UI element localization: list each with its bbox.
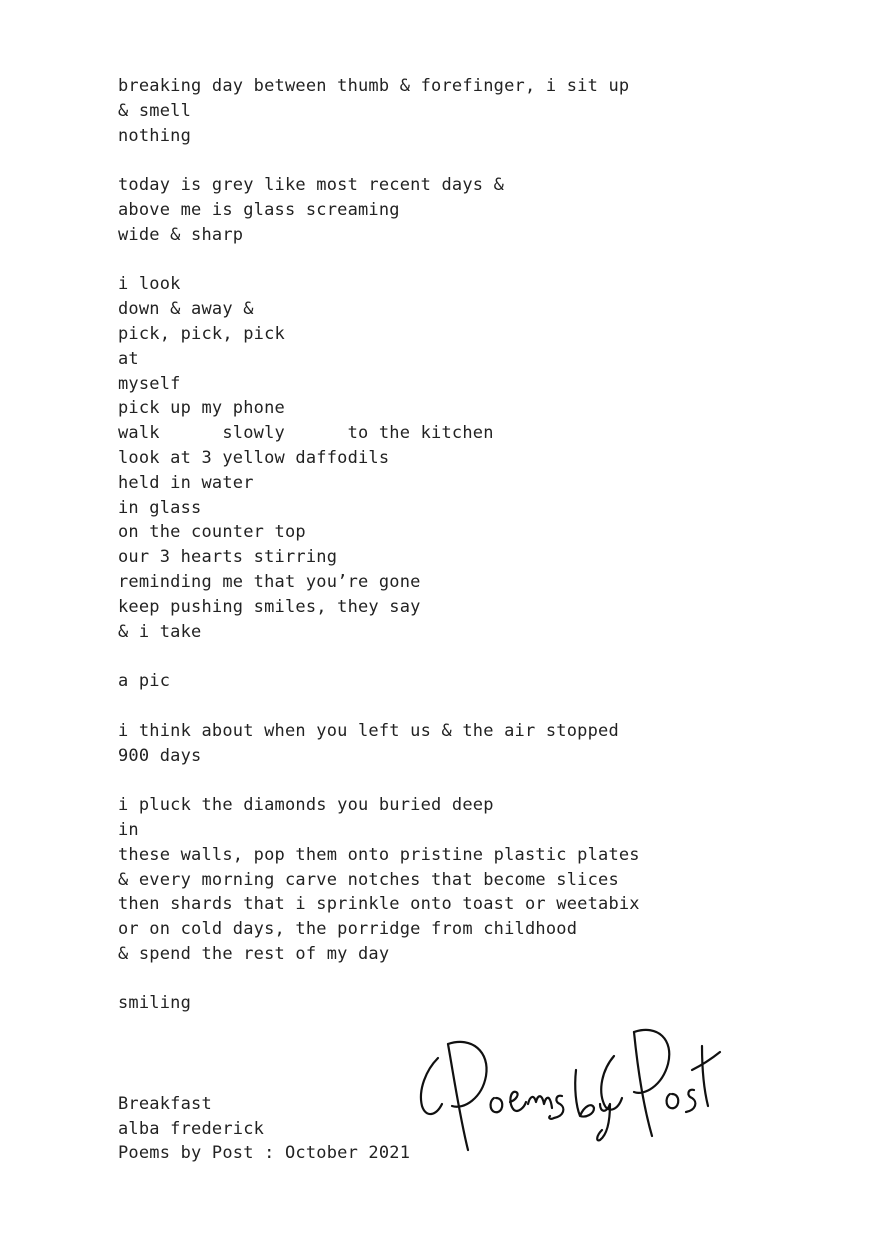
poem-line: today is grey like most recent days &	[118, 175, 505, 196]
poem-line: in glass	[118, 497, 202, 518]
poem-line: in	[118, 819, 139, 840]
poem-series: Poems by Post : October 2021	[118, 1143, 411, 1163]
poem-line: these walls, pop them onto pristine plastic plates	[118, 844, 640, 865]
poem-line: pick, pick, pick	[118, 323, 285, 344]
poem-line: & i take	[118, 621, 202, 642]
poem-line: then shards that i sprinkle onto toast or weetabix	[118, 894, 640, 915]
poem-line: 900 days	[118, 745, 202, 766]
poem-line: our 3 hearts stirring	[118, 547, 338, 568]
poem-line	[118, 768, 738, 793]
poem-line: on the counter top	[118, 522, 306, 543]
handwritten-signature-logo-icon	[412, 1018, 722, 1158]
poem-line: i look	[118, 274, 181, 295]
poem-line	[118, 644, 738, 669]
poem-line: & smell	[118, 100, 192, 121]
poem-line	[118, 248, 738, 273]
poem-line: wide & sharp	[118, 224, 244, 245]
poem-line: & every morning carve notches that become slices	[118, 869, 619, 890]
poem-line	[118, 694, 738, 719]
poem-line: down & away &	[118, 299, 254, 320]
poem-line: pick up my phone	[118, 398, 285, 419]
poem-body	[118, 74, 738, 1016]
poem-line: i think about when you left us & the air stopped	[118, 720, 619, 741]
poem-line: nothing	[118, 125, 192, 146]
poem-line: myself	[118, 373, 181, 394]
poem-line: smiling	[118, 993, 192, 1014]
poem-line: reminding me that you’re gone	[118, 571, 421, 592]
poem-line: look at 3 yellow daffodils	[118, 447, 390, 468]
poem-line: at	[118, 348, 139, 369]
poem-line: held in water	[118, 472, 254, 493]
poem-line: breaking day between thumb & forefinger, i sit up	[118, 76, 630, 96]
poem-author: alba frederick	[118, 1118, 265, 1139]
poem-line	[118, 148, 738, 173]
colophon	[118, 1092, 410, 1166]
poem-title: Breakfast	[118, 1094, 212, 1114]
poem-line: walk slowly to the kitchen	[118, 423, 494, 444]
poem-line: keep pushing smiles, they say	[118, 596, 421, 617]
poem-line: above me is glass screaming	[118, 199, 400, 220]
poem-line: a pic	[118, 671, 171, 692]
poem-line: & spend the rest of my day	[118, 943, 390, 964]
poem-line: i pluck the diamonds you buried deep	[118, 795, 494, 816]
poem-line: or on cold days, the porridge from childhood	[118, 919, 578, 940]
poem-line	[118, 967, 738, 992]
